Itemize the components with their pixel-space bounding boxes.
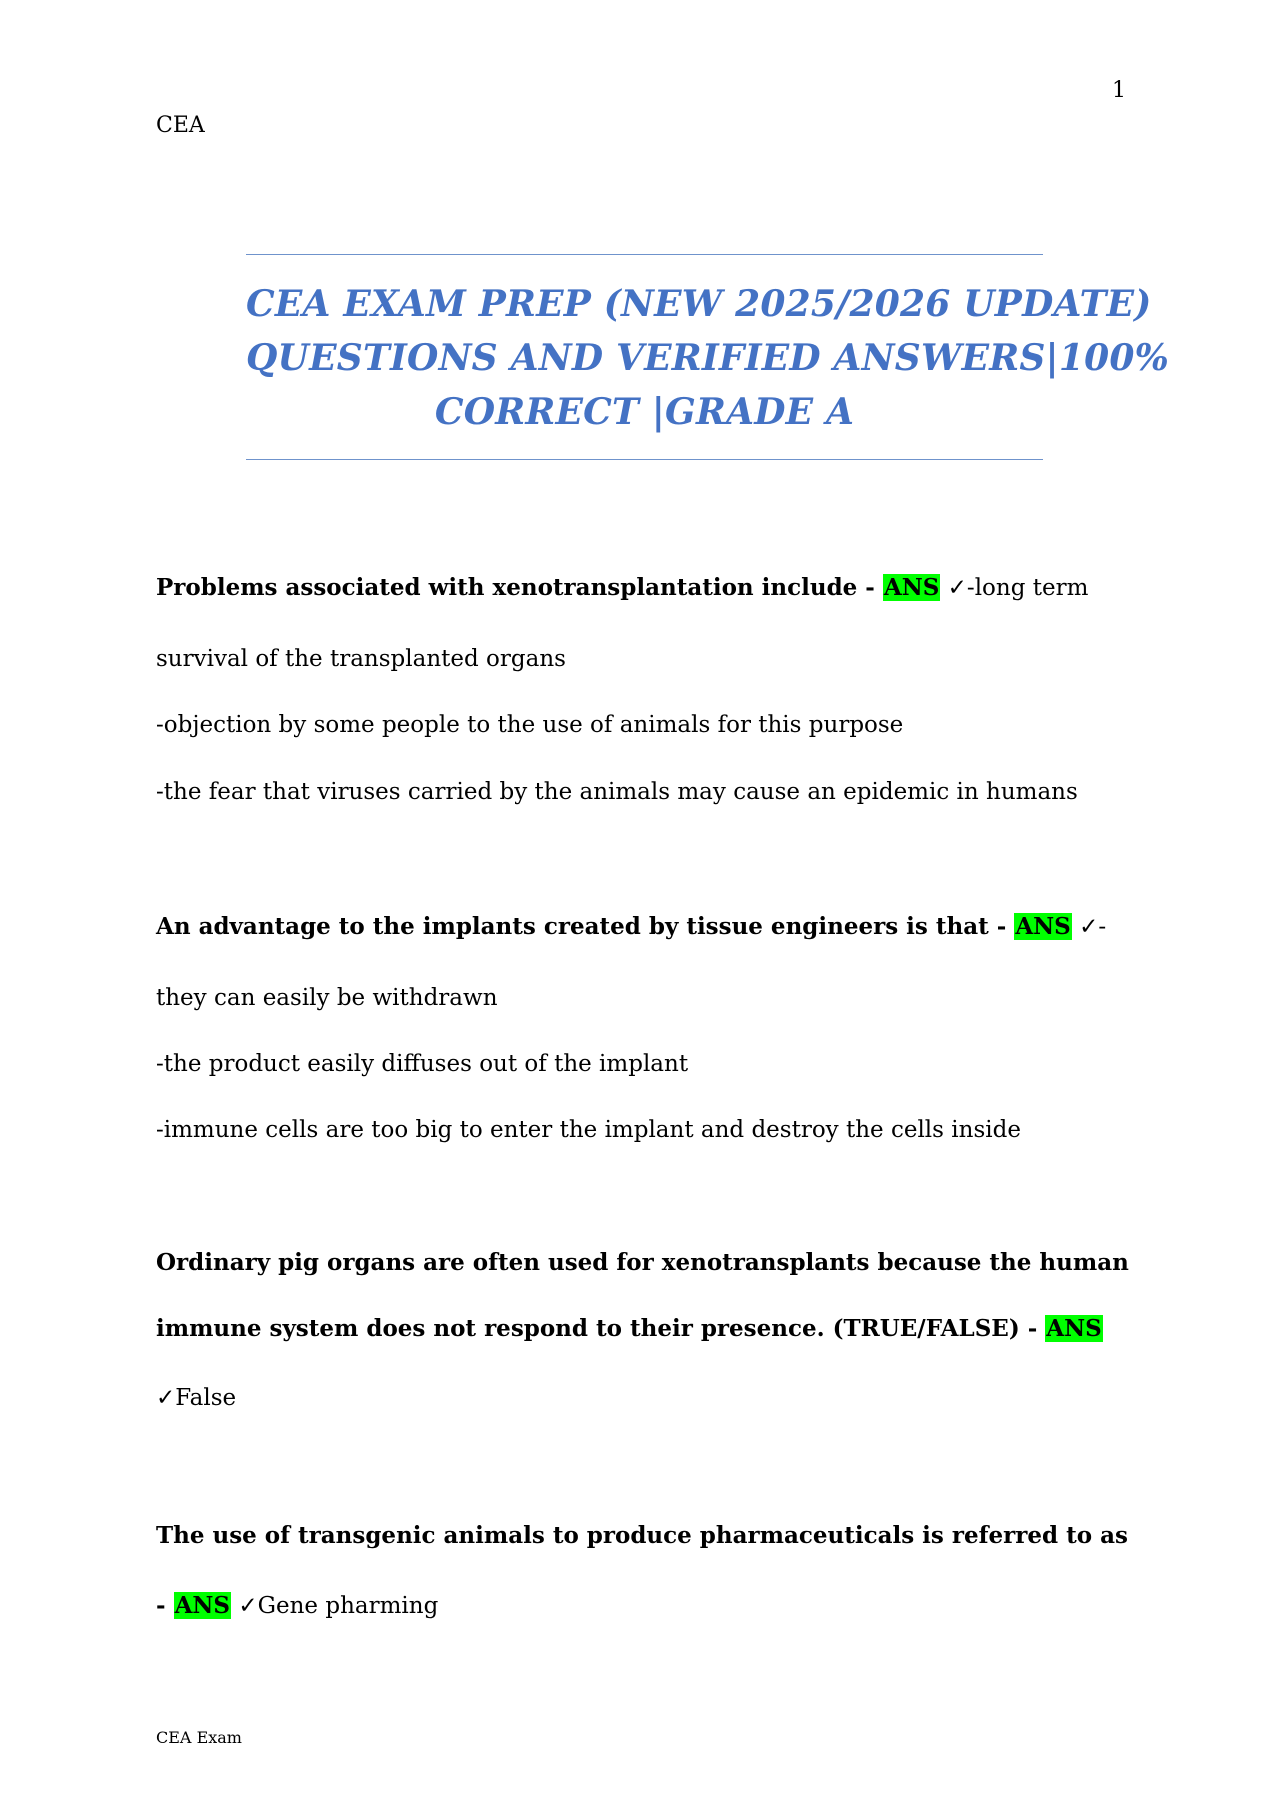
ans-label: ANS	[1046, 1315, 1102, 1342]
title-line-1: CEA EXAM PREP (NEW 2025/2026 UPDATE)	[246, 283, 1152, 325]
answer-line: -immune cells are too big to enter the implant and destroy the cells inside	[156, 1117, 1021, 1143]
answer-line: they can easily be withdrawn	[156, 985, 498, 1011]
answer-line: survival of the transplanted organs	[156, 646, 566, 672]
header-text: CEA	[156, 113, 205, 138]
answer-line: ✓False	[156, 1385, 237, 1411]
question-4-line-1: The use of transgenic animals to produce pharmaceuticals is referred to as	[156, 1522, 1128, 1549]
question-4-line-2	[156, 1592, 1136, 1619]
question-text: immune system does not respond to their presence. (TRUE/FALSE) -	[156, 1315, 1046, 1342]
ans-label: ANS	[1015, 913, 1071, 940]
answer-text: ✓-long term	[947, 575, 1089, 601]
answer-line: -objection by some people to the use of animals for this purpose	[156, 712, 904, 738]
answer-line: -the product easily diffuses out of the implant	[156, 1051, 689, 1077]
ans-label: ANS	[883, 574, 940, 601]
question-text: -	[156, 1592, 174, 1619]
question-2-line	[156, 913, 1136, 940]
answer-line: -the fear that viruses carried by the animals may cause an epidemic in humans	[156, 779, 1078, 805]
question-text: Problems associated with xenotransplantation include -	[156, 574, 883, 601]
title-line-2: QUESTIONS AND VERIFIED ANSWERS|100%	[246, 337, 1169, 379]
question-1-line	[156, 574, 1136, 601]
question-text: An advantage to the implants created by tissue engineers is that -	[156, 913, 1015, 940]
footer-text: CEA Exam	[156, 1728, 242, 1747]
answer-text: ✓-	[1079, 914, 1107, 940]
page-number: 1	[1112, 78, 1126, 103]
answer-text: ✓Gene pharming	[238, 1593, 439, 1619]
title-line-3: CORRECT |GRADE A	[434, 391, 855, 433]
title-block	[246, 254, 1169, 460]
ans-label: ANS	[174, 1592, 231, 1619]
question-3-line-1: Ordinary pig organs are often used for xenotransplants because the human	[156, 1249, 1129, 1276]
question-3-line-2	[156, 1315, 1136, 1342]
